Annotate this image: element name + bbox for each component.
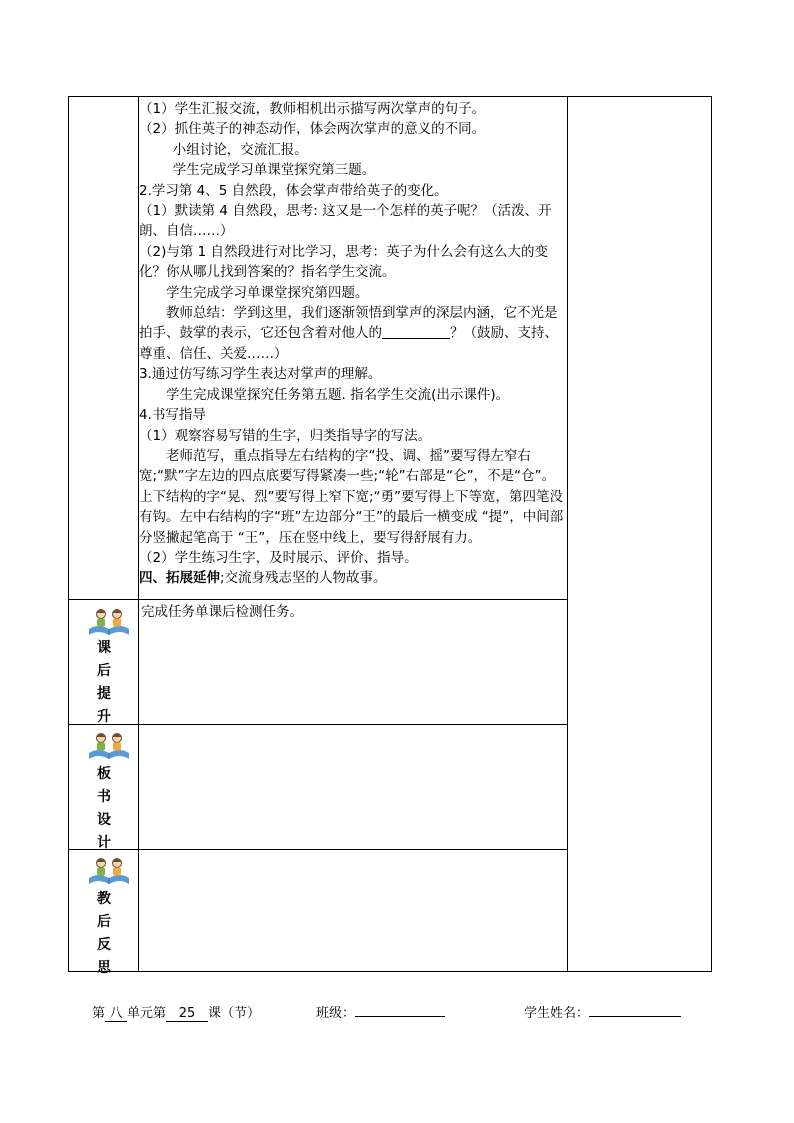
text-line: 学生完成学习单课堂探究第三题。 bbox=[172, 162, 376, 179]
text-line: 3.通过仿写练习学生表达对掌声的理解。 bbox=[139, 366, 382, 383]
unit-number: 八 bbox=[105, 1002, 127, 1022]
kids-reading-book-icon bbox=[87, 729, 131, 761]
student-name-label: 学生姓名： bbox=[524, 1006, 590, 1021]
lesson-process-text bbox=[139, 99, 567, 589]
class-field bbox=[316, 1002, 445, 1021]
kids-reading-book-icon bbox=[87, 854, 131, 886]
row-divider bbox=[69, 849, 568, 850]
text-line bbox=[139, 568, 567, 588]
lesson-number: 25 bbox=[166, 1006, 208, 1022]
text-line: （1）默读第 4 自然段，思考: 这又是一个怎样的英子呢？（活泼、开朗、自信……） bbox=[139, 203, 552, 240]
summary-text-end: ？（鼓励、支持、尊重、信任、关爱……） bbox=[139, 325, 558, 362]
class-label: 班级： bbox=[316, 1006, 356, 1021]
student-name-blank[interactable] bbox=[589, 1002, 681, 1017]
unit-lesson-info: 第 八 单元第 25 课（节） bbox=[92, 1002, 260, 1022]
kids-reading-book-icon bbox=[87, 605, 131, 637]
fill-in-blank bbox=[382, 324, 450, 339]
section-heading: 四、拓展延伸 bbox=[139, 570, 220, 587]
text-line: 4.书写指导 bbox=[139, 407, 206, 424]
class-blank[interactable] bbox=[355, 1002, 445, 1017]
text-line: 学生完成学习单课堂探究第四题。 bbox=[166, 284, 369, 301]
text-line bbox=[139, 303, 567, 364]
text-line: 学生完成课堂探究任务第五题. 指名学生交流(出示课件)。 bbox=[166, 386, 510, 403]
after-class-task-text: 完成任务单课后检测任务。 bbox=[141, 604, 303, 620]
text-line: 小组讨论，交流汇报。 bbox=[172, 141, 308, 158]
text-line: （2）抓住英子的神态动作，体会两次掌声的意义的不同。 bbox=[139, 121, 486, 138]
text-line: （1）观察容易写错的生字，归类指导字的写法。 bbox=[139, 427, 432, 444]
text-line: 2.学习第 4、5 自然段，体会掌声带给英子的变化。 bbox=[139, 182, 448, 199]
text-line: （1）学生汇报交流，教师相机出示描写两次掌声的句子。 bbox=[139, 101, 486, 117]
text-line: （2)与第 1 自然段进行对比学习，思考：英子为什么会有这么大的变化？你从哪儿找到答案的？指名学生交流。 bbox=[139, 243, 549, 281]
student-name-field bbox=[524, 1002, 681, 1021]
text-line: 老师范写，重点指导左右结构的字“投、调、摇”要写得左窄右宽;“默”字左边的四点底要写得紧凑一些;“轮”右部是“仑”，不是“仓”。上下结构的字“晃、烈”要写得上窄下宽;“勇”要写得上下等宽，第四笔没有钩。左中右结构的字“班”左边部分“王”的最后一横变成 “提”，中间部分竖撇起笔高于 “王”，压在竖中线上，要写得舒展有力。 bbox=[139, 447, 564, 546]
section-heading-rest: ;交流身残志坚的人物故事。 bbox=[220, 570, 387, 587]
column-divider-right bbox=[567, 97, 568, 971]
section-label-after-class: 课 后 提 升 bbox=[97, 640, 111, 725]
summary-text: 教师总结：学到这里，我们逐渐领悟到掌声的深层内涵，它不光是拍手、鼓掌的表示，它还包含着对他人的 bbox=[139, 305, 558, 342]
section-label-reflection: 教 后 反 思 bbox=[97, 891, 111, 976]
row-divider bbox=[69, 724, 568, 725]
text-line: （2）学生练习生字，及时展示、评价、指导。 bbox=[139, 549, 418, 566]
section-label-board-design: 板 书 设 计 bbox=[97, 766, 111, 851]
lesson-plan-table bbox=[68, 96, 712, 976]
